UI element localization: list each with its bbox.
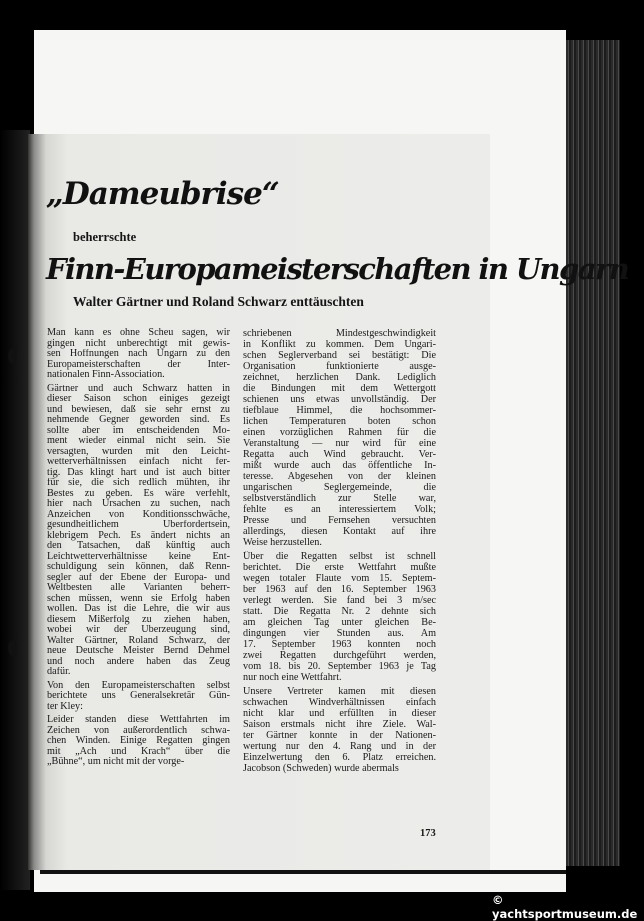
text-line: Bestes zu geben. Es wäre verfehlt, [47,488,230,499]
text-line: am gleichen Tag unter gleichen Be- [243,617,436,628]
text-line: Von den Europameisterschaften selbst [47,680,230,691]
text-line: klebrigem Pech. Es ändert nichts an [47,530,230,541]
text-line: allerdings, diesen Kontakt auf ihre [243,526,436,537]
text-line: nehmende Gegner geworden sind. Es [47,415,230,425]
text-line: tig. Das klingt hart und ist auch bitter [47,467,230,478]
text-line: ber 1963 auf den 16. September 1963 [243,584,436,595]
text-line: wobei wir der Überzeugung sind, [47,625,230,635]
text-line: und noch andere haben das Zeug [47,656,230,667]
text-line: fehlte es an interessiertem Volk; [243,504,436,515]
text-line: versagten, wurden mit den Leicht- [47,446,230,457]
text-line: ment wieder einmal nicht sein. Sie [47,436,230,446]
text-line: wetterverhältnissen einfach nicht fer- [47,457,230,467]
text-line: hier nach Ursachen zu suchen, nach [47,499,230,509]
text-line: segler auf der Ebene der Europa- und [47,572,230,583]
text-line: wertung nur den 4. Rang und in der [243,741,436,752]
text-line: Unsere Vertreter kamen mit diesen [243,686,436,697]
text-line: neue Deutsche Meister Bernd Dehmel [47,646,230,656]
text-line: Presse und Fernsehen versuchten [243,515,436,526]
text-line: „Bühne“, um nicht mit der vorge- [47,757,185,767]
text-line: zeichnet, herzlichen Dank. Lediglich [243,372,436,383]
text-line: wegen totaler Flaute vom 15. Septem- [243,573,436,584]
text-line: zwei Regatten durchgeführt werden, [243,650,436,661]
text-line: schienen uns etwas unvollständig. Der [243,394,436,405]
paragraph [243,328,436,548]
text-line: Regatta auch Wind gebraucht. Ver- [243,449,436,460]
text-line: sen Hoffnungen nach Ungarn zu den [47,349,230,359]
paragraph [243,551,436,683]
text-line: chen Winden. Einige Regatten gingen [47,736,230,746]
left-column [47,328,230,771]
binding-hole [8,640,17,656]
text-line: nicht klar und erfüllten in dieser [243,708,436,719]
text-line: verlegt werden. Sie fand bei 3 m/sec [243,595,436,606]
text-line: und bewiesen, daß sie sehr ernst zu [47,404,230,415]
text-line: gingen nicht unberechtigt mit gewis- [47,338,230,349]
text-line: nur noch eine Wettfahrt. [243,672,342,683]
text-line: mißt wurde auch das öffentliche In- [243,460,436,471]
text-line: Gärtner und auch Schwarz hatten in [47,383,230,394]
text-line: 17. September 1963 konnten noch [243,639,436,650]
watermark: © yachtsportmuseum.de [492,893,638,921]
text-line: Man kann es ohne Scheu sagen, wir [47,328,230,338]
text-line: schriebenen Mindestgeschwindigkeit [243,328,436,339]
text-line: Zeichen von außerordentlich schwa- [47,725,230,736]
text-line: Einzelwertung den 6. Platz erreichen. [243,752,436,763]
text-line: berichtet. Die erste Wettfahrt mußte [243,562,436,573]
text-line: Weltbesten alle Varianten beherr- [47,583,230,593]
paragraph [47,328,230,381]
text-line: mit „Ach und Krach“ über die [47,746,230,757]
text-line: tiefblaue Himmel, die hochsommer- [243,405,436,416]
text-line: diesem Mißerfolg zu ziehen haben, [47,614,230,625]
text-line: vom 18. bis 20. September 1963 je Tag [243,661,436,672]
subtitle: Walter Gärtner und Roland Schwarz enttäuschten [73,294,364,309]
paragraph [243,686,436,774]
text-line: Organisation funktionierte ausge- [243,361,436,372]
paragraph [47,681,230,713]
headline-part1: „Dameubrise“ [46,176,279,212]
text-line: schen müssen, wenn sie Erfolg haben [47,593,230,604]
headline-connector: beherrschte [73,230,137,244]
text-line: dieser Saison schon einiges gezeigt [47,394,230,404]
text-line: sollte aber im entscheidenden Mo- [47,425,230,436]
text-line: dafür. [47,667,71,677]
headline-part2: Finn-Europameisterschaften in Ungarn [46,252,629,286]
text-line: Jacobson (Schweden) wurde abermals [243,763,399,774]
text-line: Veranstaltung — nur wird für eine [243,438,436,449]
text-line: Leichtwetterverhältnisse keine Ent- [47,551,230,562]
text-line: in Konflikt zu kommen. Dem Ungari- [243,339,436,350]
text-line: Leider standen diese Wettfahrten im [47,715,230,725]
text-line: gesundheitlichem Überfordertsein, [47,520,230,530]
paragraph [47,384,230,678]
text-line: statt. Die Regatta Nr. 2 dehnte sich [243,606,436,617]
text-line: Walter Gärtner, Roland Schwarz, der [47,635,230,646]
text-line: schen Seglerverband sei bestätigt: Die [243,350,436,361]
text-line: nationalen Finn-Association. [47,370,165,380]
text-line: ter Gärtner konnte in der Nationen- [243,730,436,741]
text-line: schuldigung sein können, daß Renn- [47,562,230,572]
text-line: für sie, die sich redlich mühten, ihr [47,478,230,488]
text-line: wollen. Das ist die Lehre, die wir aus [47,604,230,614]
right-column [243,328,436,777]
text-line: Über die Regatten selbst ist schnell [243,551,436,562]
text-line: teresse. Abgesehen von der kleinen [243,471,436,482]
text-line: die Bindungen mit dem Wettergott [243,383,436,394]
text-line: Europameisterschaften der Inter- [47,359,230,370]
text-line: Weise herzustellen. [243,537,322,548]
text-line: berichtete uns Generalsekretär Gün- [47,691,230,701]
text-line: Anzeichen von Konditionsschwäche, [47,509,230,520]
paragraph [47,715,230,768]
page-number: 173 [420,828,436,839]
text-line: den Tatsachen, daß künftig auch [47,541,230,551]
text-line: schwachen Windverhältnissen einfach [243,697,436,708]
text-line: einen vorzüglichen Rahmen für die [243,427,436,438]
text-line: Saison erstmals nicht ihre Ziele. Wal- [243,719,436,730]
text-line: dingungen vier Stunden aus. Am [243,628,436,639]
text-line: ungarischen Seglergemeinde, die [243,482,436,493]
page-shadow [40,870,566,874]
text-line: ter Kley: [47,701,83,712]
text-line: lichen Temperaturen boten schon [243,416,436,427]
text-line: selbstverständlich zur Stelle war, [243,493,436,504]
page-edges [566,40,620,866]
binding-hole [8,348,17,364]
book-gutter [0,130,30,890]
